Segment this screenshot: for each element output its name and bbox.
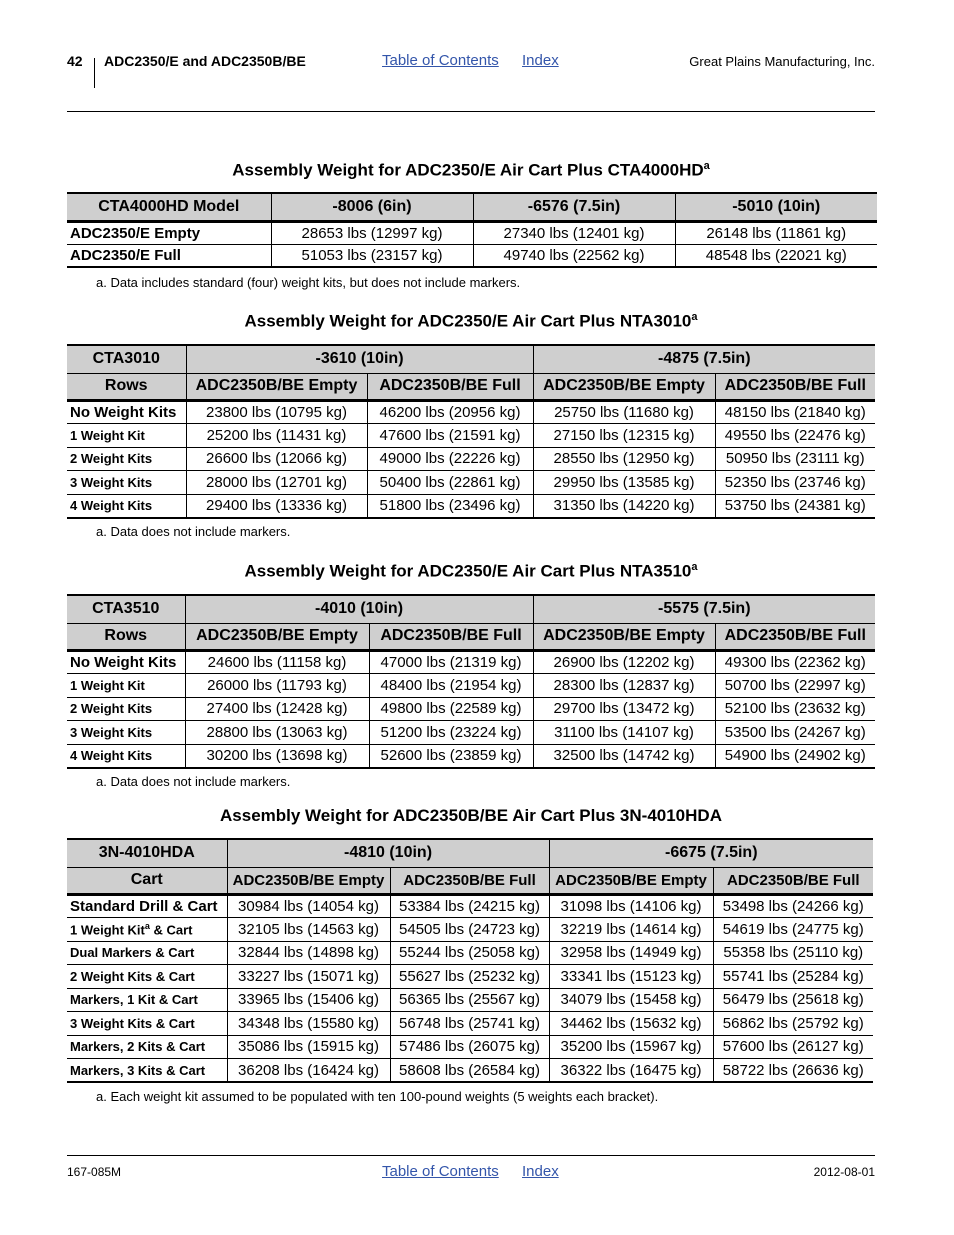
table-row (67, 941, 873, 965)
weight-cell: 55244 lbs (25058 kg) (390, 941, 549, 965)
weight-cell: 55358 lbs (25110 kg) (713, 941, 873, 965)
weight-cell: 31098 lbs (14106 kg) (549, 894, 713, 918)
row-label: 1 Weight Kit (67, 674, 185, 698)
table-row (67, 988, 873, 1012)
weight-cell: 36208 lbs (16424 kg) (227, 1059, 390, 1083)
weight-cell: 27400 lbs (12428 kg) (185, 697, 369, 721)
weight-cell: 29700 lbs (13472 kg) (533, 697, 715, 721)
t3-column-header: ADC2350B/BE Full (369, 623, 533, 650)
table-row (67, 1012, 873, 1036)
weight-cell: 27340 lbs (12401 kg) (473, 221, 675, 244)
weight-cell: 52350 lbs (23746 kg) (715, 471, 875, 495)
t2-column-header: ADC2350B/BE Full (367, 373, 533, 400)
row-label: No Weight Kits (67, 650, 185, 674)
table-row (67, 650, 875, 674)
header-rule (67, 111, 875, 112)
table4-title: Assembly Weight for ADC2350B/BE Air Cart Plus 3N-4010HDA (220, 806, 722, 825)
table-row (67, 494, 875, 518)
weight-cell: 47000 lbs (21319 kg) (369, 650, 533, 674)
weight-cell: 24600 lbs (11158 kg) (185, 650, 369, 674)
row-label: No Weight Kits (67, 400, 186, 424)
page-footer (67, 1163, 875, 1183)
weight-cell: 26900 lbs (12202 kg) (533, 650, 715, 674)
weight-cell: 32500 lbs (14742 kg) (533, 744, 715, 768)
table3 (67, 594, 875, 769)
weight-cell: 36322 lbs (16475 kg) (549, 1059, 713, 1083)
t2-column-header: ADC2350B/BE Empty (533, 373, 715, 400)
weight-cell: 49550 lbs (22476 kg) (715, 424, 875, 448)
table-row (67, 965, 873, 989)
weight-cell: 48548 lbs (22021 kg) (675, 244, 877, 267)
t2-column-header: ADC2350B/BE Empty (186, 373, 367, 400)
weight-cell: 28653 lbs (12997 kg) (271, 221, 473, 244)
weight-cell: 51800 lbs (23496 kg) (367, 494, 533, 518)
footer-toc-link[interactable]: Table of Contents (382, 1163, 499, 1180)
table-row (67, 1059, 873, 1083)
weight-cell: 53498 lbs (24266 kg) (713, 894, 873, 918)
weight-cell: 31100 lbs (14107 kg) (533, 721, 715, 745)
weight-cell: 55741 lbs (25284 kg) (713, 965, 873, 989)
t3-column-header: ADC2350B/BE Empty (185, 623, 369, 650)
weight-cell: 53750 lbs (24381 kg) (715, 494, 875, 518)
table1-header-cell: CTA4000HD Model (67, 193, 271, 221)
t4-group-header: -6675 (7.5in) (549, 839, 873, 867)
weight-cell: 56479 lbs (25618 kg) (713, 988, 873, 1012)
row-label: Markers, 2 Kits & Cart (67, 1035, 227, 1059)
weight-cell: 28800 lbs (13063 kg) (185, 721, 369, 745)
manual-model: ADC2350/E and ADC2350B/BE (104, 53, 306, 69)
table2 (67, 344, 875, 519)
row-label: Markers, 3 Kits & Cart (67, 1059, 227, 1083)
table-row (67, 744, 875, 768)
weight-cell: 31350 lbs (14220 kg) (533, 494, 715, 518)
row-label: Dual Markers & Cart (67, 941, 227, 965)
table4-footnote: a. Each weight kit assumed to be populated with ten 100-pound weights (5 weights each bracket). (96, 1089, 659, 1104)
weight-cell: 48150 lbs (21840 kg) (715, 400, 875, 424)
header-toc-link[interactable]: Table of Contents (382, 52, 499, 69)
weight-cell: 27150 lbs (12315 kg) (533, 424, 715, 448)
weight-cell: 34462 lbs (15632 kg) (549, 1012, 713, 1036)
weight-cell: 53384 lbs (24215 kg) (390, 894, 549, 918)
t4-column-header: ADC2350B/BE Full (390, 867, 549, 894)
table-row (67, 471, 875, 495)
table2-footnote: a. Data does not include markers. (96, 524, 291, 539)
weight-cell: 50400 lbs (22861 kg) (367, 471, 533, 495)
document-number: 167-085M (67, 1165, 122, 1179)
weight-cell: 28300 lbs (12837 kg) (533, 674, 715, 698)
row-label (67, 918, 227, 942)
table-row (67, 697, 875, 721)
table-row (67, 918, 873, 942)
row-label: 3 Weight Kits (67, 471, 186, 495)
table-row (67, 721, 875, 745)
t2-column-header: ADC2350B/BE Full (715, 373, 875, 400)
weight-cell: 51200 lbs (23224 kg) (369, 721, 533, 745)
t2-group-header: -3610 (10in) (186, 345, 533, 373)
weight-cell: 49740 lbs (22562 kg) (473, 244, 675, 267)
table-row (67, 244, 877, 267)
footer-index-link[interactable]: Index (522, 1163, 559, 1180)
t3-group-header: -4010 (10in) (185, 595, 533, 623)
table1-header-cell: -6576 (7.5in) (473, 193, 675, 221)
weight-cell: 33965 lbs (15406 kg) (227, 988, 390, 1012)
t3-column-header: Rows (67, 623, 185, 650)
row-label-text: 1 Weight Kit (70, 922, 145, 938)
header-index-link[interactable]: Index (522, 52, 559, 69)
t2-column-header: Rows (67, 373, 186, 400)
page-number: 42 (67, 53, 83, 69)
weight-cell: 35200 lbs (15967 kg) (549, 1035, 713, 1059)
table2-title-footnote-mark: a (691, 311, 698, 323)
weight-cell: 47600 lbs (21591 kg) (367, 424, 533, 448)
weight-cell: 29950 lbs (13585 kg) (533, 471, 715, 495)
table1-title-footnote-mark: a (703, 160, 710, 172)
weight-cell: 33341 lbs (15123 kg) (549, 965, 713, 989)
t3-group-header: -5575 (7.5in) (533, 595, 875, 623)
table-row (67, 400, 875, 424)
weight-cell: 49800 lbs (22589 kg) (369, 697, 533, 721)
weight-cell: 28000 lbs (12701 kg) (186, 471, 367, 495)
row-label: 2 Weight Kits (67, 697, 185, 721)
weight-cell: 49300 lbs (22362 kg) (715, 650, 875, 674)
t4-column-header: ADC2350B/BE Full (713, 867, 873, 894)
weight-cell: 32219 lbs (14614 kg) (549, 918, 713, 942)
weight-cell: 23800 lbs (10795 kg) (186, 400, 367, 424)
table-row (67, 1035, 873, 1059)
weight-cell: 58608 lbs (26584 kg) (390, 1059, 549, 1083)
page-header (67, 52, 875, 88)
table1-title: Assembly Weight for ADC2350/E Air Cart Plus $CTA4000HD^a$ (232, 160, 710, 180)
weight-cell: 35086 lbs (15915 kg) (227, 1035, 390, 1059)
weight-cell: 32105 lbs (14563 kg) (227, 918, 390, 942)
row-label: 3 Weight Kits (67, 721, 185, 745)
weight-cell: 54900 lbs (24902 kg) (715, 744, 875, 768)
table-row (67, 447, 875, 471)
weight-cell: 33227 lbs (15071 kg) (227, 965, 390, 989)
weight-cell: 28550 lbs (12950 kg) (533, 447, 715, 471)
weight-cell: 57600 lbs (26127 kg) (713, 1035, 873, 1059)
weight-cell: 50950 lbs (23111 kg) (715, 447, 875, 471)
weight-cell: 56748 lbs (25741 kg) (390, 1012, 549, 1036)
weight-cell: 51053 lbs (23157 kg) (271, 244, 473, 267)
table-row (67, 894, 873, 918)
table1 (67, 192, 877, 268)
t4-group-header: 3N-4010HDA (67, 839, 227, 867)
weight-cell: 52100 lbs (23632 kg) (715, 697, 875, 721)
revision-date: 2012-08-01 (813, 1165, 875, 1179)
table1-footnote: a. Data includes standard (four) weight kits, but does not include markers. (96, 275, 521, 290)
t3-group-header: CTA3510 (67, 595, 185, 623)
weight-cell: 26600 lbs (12066 kg) (186, 447, 367, 471)
table-row (67, 674, 875, 698)
weight-cell: 32844 lbs (14898 kg) (227, 941, 390, 965)
row-label: 4 Weight Kits (67, 494, 186, 518)
weight-cell: 53500 lbs (24267 kg) (715, 721, 875, 745)
row-label-text: & Cart (149, 922, 193, 938)
weight-cell: 50700 lbs (22997 kg) (715, 674, 875, 698)
t3-column-header: ADC2350B/BE Full (715, 623, 875, 650)
table1-header-cell: -5010 (10in) (675, 193, 877, 221)
header-divider (94, 58, 95, 88)
company-name: Great Plains Manufacturing, Inc. (689, 54, 875, 69)
table-row (67, 221, 877, 244)
weight-cell: 29400 lbs (13336 kg) (186, 494, 367, 518)
table1-header-cell: -8006 (6in) (271, 193, 473, 221)
t4-column-header: ADC2350B/BE Empty (227, 867, 390, 894)
weight-cell: 34348 lbs (15580 kg) (227, 1012, 390, 1036)
row-label: 4 Weight Kits (67, 744, 185, 768)
row-label: 2 Weight Kits (67, 447, 186, 471)
row-label: ADC2350/E Full (67, 244, 271, 267)
row-label: ADC2350/E Empty (67, 221, 271, 244)
weight-cell: 30984 lbs (14054 kg) (227, 894, 390, 918)
weight-cell: 57486 lbs (26075 kg) (390, 1035, 549, 1059)
weight-cell: 52600 lbs (23859 kg) (369, 744, 533, 768)
t4-column-header: Cart (67, 867, 227, 894)
weight-cell: 30200 lbs (13698 kg) (185, 744, 369, 768)
table3-title-footnote-mark: a (691, 561, 698, 573)
weight-cell: 46200 lbs (20956 kg) (367, 400, 533, 424)
weight-cell: 25200 lbs (11431 kg) (186, 424, 367, 448)
t3-column-header: ADC2350B/BE Empty (533, 623, 715, 650)
row-label: 3 Weight Kits & Cart (67, 1012, 227, 1036)
t2-group-header: CTA3010 (67, 345, 186, 373)
t4-group-header: -4810 (10in) (227, 839, 549, 867)
table3-title: Assembly Weight for ADC2350/E Air Cart Plus NTA3510$^a$ (244, 561, 698, 581)
row-label: 2 Weight Kits & Cart (67, 965, 227, 989)
footer-rule (67, 1155, 875, 1156)
row-label: Standard Drill & Cart (67, 894, 227, 918)
weight-cell: 26148 lbs (11861 kg) (675, 221, 877, 244)
weight-cell: 34079 lbs (15458 kg) (549, 988, 713, 1012)
weight-cell: 55627 lbs (25232 kg) (390, 965, 549, 989)
t2-group-header: -4875 (7.5in) (533, 345, 875, 373)
table4 (67, 838, 873, 1083)
table2-title: Assembly Weight for ADC2350/E Air Cart Plus NTA3010$^a$ (244, 311, 698, 331)
weight-cell: 54505 lbs (24723 kg) (390, 918, 549, 942)
weight-cell: 49000 lbs (22226 kg) (367, 447, 533, 471)
row-label-footnote-mark: a (144, 921, 150, 932)
weight-cell: 54619 lbs (24775 kg) (713, 918, 873, 942)
weight-cell: 58722 lbs (26636 kg) (713, 1059, 873, 1083)
weight-cell: 25750 lbs (11680 kg) (533, 400, 715, 424)
row-label: Markers, 1 Kit & Cart (67, 988, 227, 1012)
weight-cell: 32958 lbs (14949 kg) (549, 941, 713, 965)
weight-cell: 56365 lbs (25567 kg) (390, 988, 549, 1012)
weight-cell: 48400 lbs (21954 kg) (369, 674, 533, 698)
weight-cell: 56862 lbs (25792 kg) (713, 1012, 873, 1036)
row-label: 1 Weight Kit (67, 424, 186, 448)
table3-footnote: a. Data does not include markers. (96, 774, 291, 789)
t4-column-header: ADC2350B/BE Empty (549, 867, 713, 894)
weight-cell: 26000 lbs (11793 kg) (185, 674, 369, 698)
table-row (67, 424, 875, 448)
